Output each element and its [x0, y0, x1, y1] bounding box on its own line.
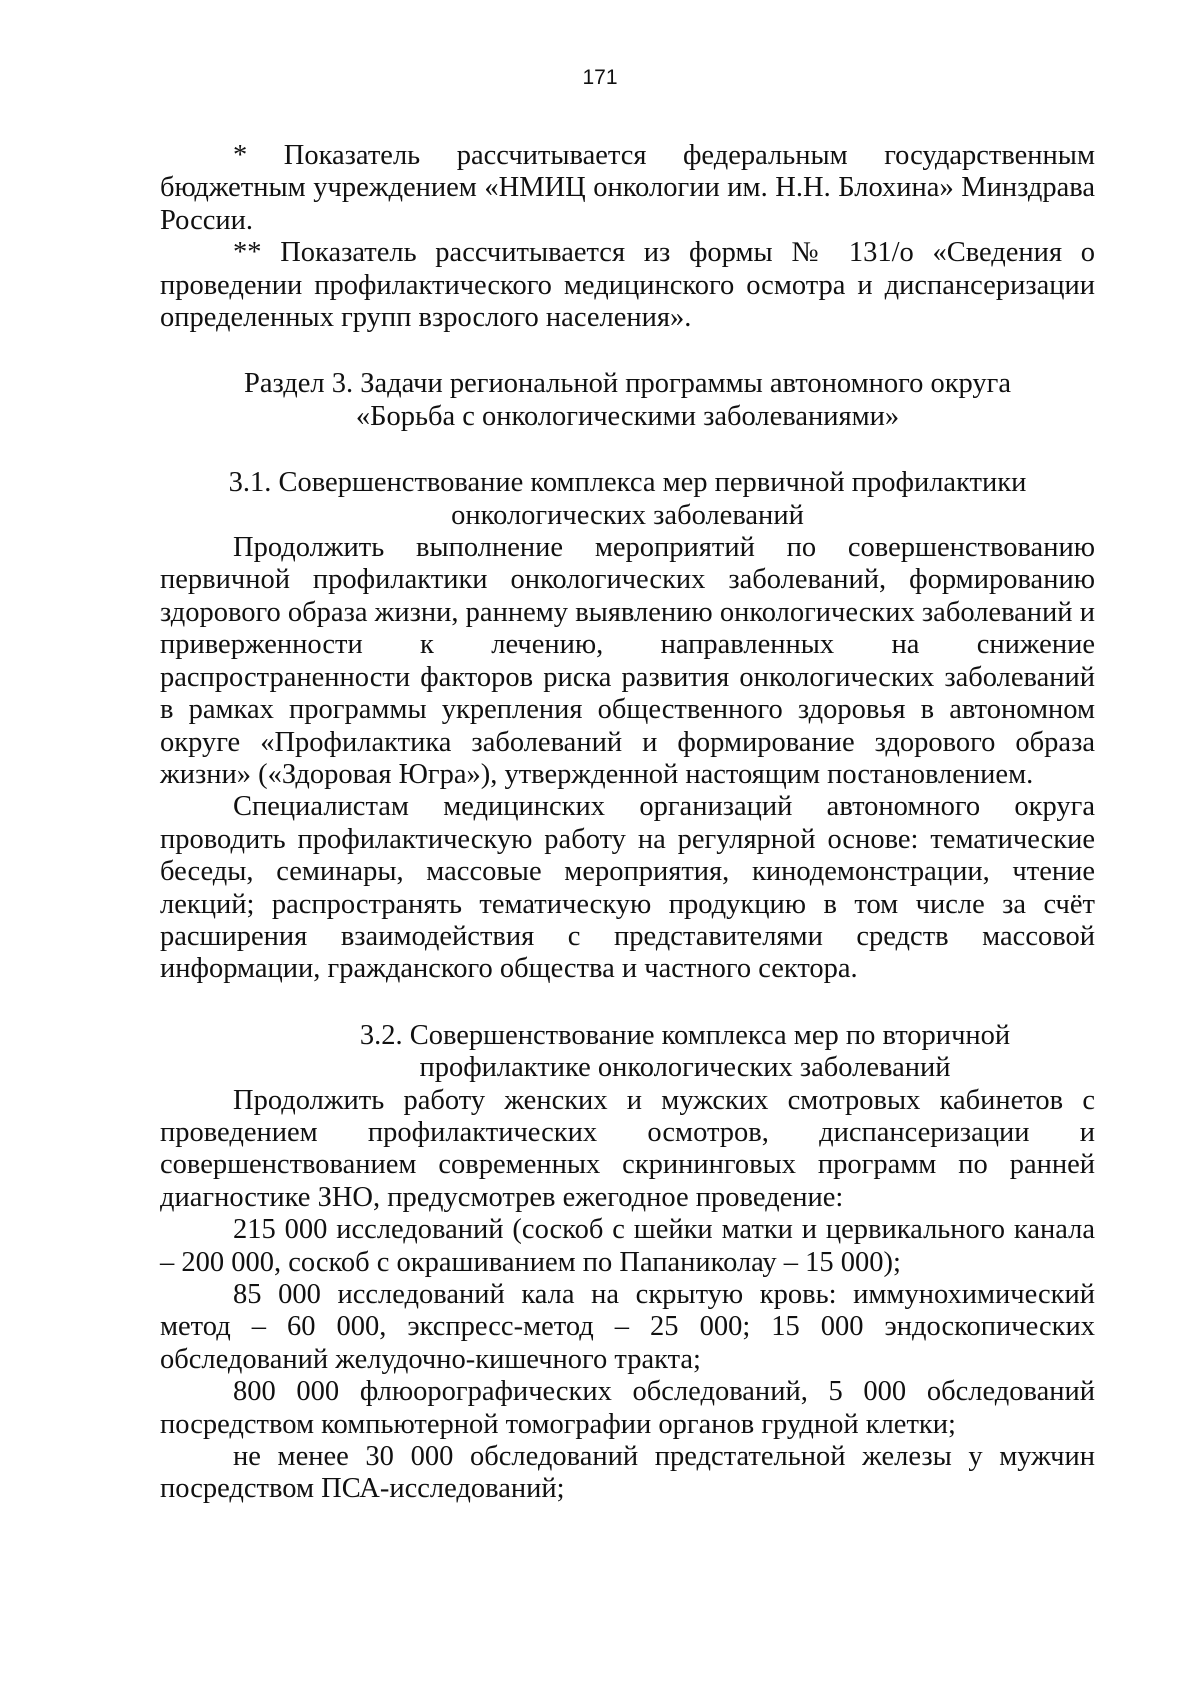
cervical-screening-item: 215 000 исследований (соскоб с шейки матки и цервикального канала – 200 000, соскоб с окрашиванием по Папаниколау – 15 000); [160, 1214, 1095, 1278]
footnote-federal-center: * Показатель рассчитывается федеральным государственным бюджетным учреждением «НМИЦ онкологии им. Н.Н. Блохина» Минздрава России. [160, 140, 1095, 236]
section-3-heading-line-1: Раздел 3. Задачи региональной программы автономного округа [243, 368, 1012, 400]
subsection-3-2-heading [160, 1020, 1095, 1085]
prostate-screening-item: не менее 30 000 обследований предстательной железы у мужчин посредством ПСА-исследований; [160, 1441, 1095, 1505]
colorectal-screening-item: 85 000 исследований кала на скрытую кровь: иммунохимический метод – 60 000, экспресс-метод – 25 000; 15 000 эндоскопических обследований желудочно-кишечного тракта; [160, 1279, 1095, 1375]
section-3-heading [160, 368, 1095, 433]
lung-screening-item: 800 000 флюорографических обследований, 5 000 обследований посредством компьютерной томографии органов грудной клетки; [160, 1376, 1095, 1440]
subsection-3-2-heading-line-2: профилактике онкологических заболеваний [419, 1052, 951, 1084]
primary-prevention-paragraph: Продолжить выполнение мероприятий по совершенствованию первичной профилактики онкологических заболеваний, формированию здорового образа жизни, раннему выявлению онкологических заболеваний и приверженности к лечению, направленных на снижение распространенности факторов риска развития онкологических заболеваний в рамках программы укрепления общественного здоровья в автономном округе «Профилактика заболеваний и формирование здорового образа жизни» («Здоровая Югра»), утвержденной настоящим постановлением. [160, 532, 1095, 790]
section-3-heading-line-2: «Борьба с онкологическими заболеваниями» [355, 400, 900, 432]
screening-intro-paragraph: Продолжить работу женских и мужских смотровых кабинетов с проведением профилактических осмотров, диспансеризации и совершенствованием современных скрининговых программ по ранней диагностике ЗНО, предусмотрев ежегодное проведение: [160, 1084, 1095, 1213]
subsection-3-1-heading-line-2: онкологических заболеваний [451, 499, 804, 531]
subsection-3-1-heading [160, 467, 1095, 532]
footnote-form-131: ** Показатель рассчитывается из формы № 131/о «Сведения о проведении профилактического медицинского осмотра и диспансеризации определенных групп взрослого населения». [160, 237, 1095, 334]
document-body [160, 140, 1095, 1506]
subsection-3-2-heading-line-1: 3.2. Совершенствование комплекса мер по вторичной [359, 1019, 1011, 1051]
specialists-paragraph: Специалистам медицинских организаций автономного округа проводить профилактическую работу на регулярной основе: тематические беседы, семинары, массовые мероприятия, кинодемонстрации, чтение лекций; распространять тематическую продукцию в том числе за счёт расширения взаимодействия с представителями средств массовой информации, гражданского общества и частного сектора. [160, 791, 1095, 985]
page-number: 171 [582, 66, 618, 89]
subsection-3-1-heading-line-1: 3.1. Совершенствование комплекса мер первичной профилактики [228, 467, 1027, 499]
